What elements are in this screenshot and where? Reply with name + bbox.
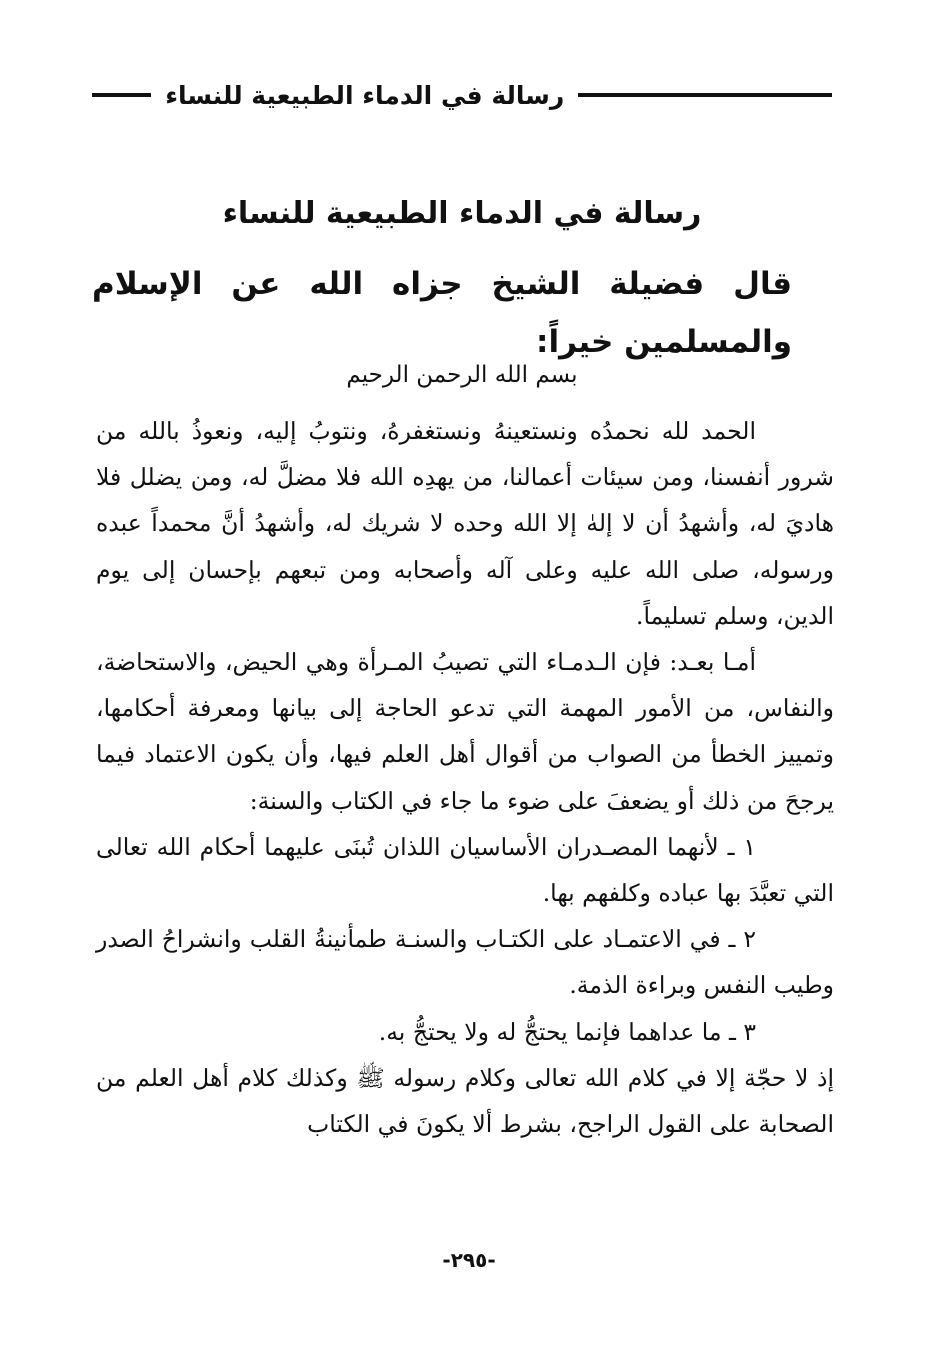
intro-text: قال فضيلة الشيخ جزاه الله عن الإسلام والمسلمين خيراً: — [92, 266, 792, 360]
body-text — [96, 408, 834, 1147]
paragraph-point-3: ٣ ـ ما عداهما فإنما يحتجُّ له ولا يحتجُّ به. — [378, 1017, 756, 1046]
paragraph-praise: الحمد لله نحمدُه ونستعينهُ ونستغفرهُ، ونتوبُ إليه، ونعوذُ بالله من شرور أنفسنا، ومن سيئات أعمالنا، من يهدِه الله فلا مضلَّ له، ومن يضلل فلا هاديَ له، وأشهدُ أن لا إلهٰ إلا الله وحده لا شريك له، وأشهدُ أنَّ محمداً عبده ورسوله، صلى الله عليه وعلى آله وأصحابه ومن تبعهم بإحسان إلى يوم الدين، وسلم تسليماً. — [96, 417, 834, 630]
paragraph-amma-bad: أمـا بعـد: فإن الـدمـاء التي تصيبُ المـرأة وهي الحيض، والاستحاضة، والنفاس، من الأمور المهمة التي تدعو الحاجة إلى بيانها ومعرفة أحكامها، وتمييز الخطأ من الصواب من أقوال أهل العلم فيها، وأن يكون الاعتماد فيما يرجحَ من ذلك أو يضعفَ على ضوء ما جاء في الكتاب والسنة: — [96, 648, 834, 815]
page-number: -٢٩٥- — [442, 1248, 496, 1272]
chapter-title: رسالة في الدماء الطبيعية للنساء — [222, 196, 702, 231]
running-header — [92, 70, 832, 120]
intro-line — [92, 255, 832, 371]
paragraph-point-2: ٢ ـ في الاعتمـاد على الكتـاب والسنـة طمأنينةُ القلب وانشراحُ الصدر وطيب النفس وبراءة الذمة. — [96, 925, 834, 1000]
header-rule-left — [92, 93, 151, 97]
running-header-title: رسالة في الدماء الطبيعية للنساء — [165, 80, 565, 110]
paragraph-point-1: ١ ـ لأنهما المصـدران الأساسيان اللذان تُبنَى عليهما أحكام الله تعالى التي تعبَّدَ بها عباده وكلفهم بها. — [96, 832, 834, 908]
paragraph-hujja: إذ لا حجّة إلا في كلام الله تعالى وكلام رسوله ﷺ وكذلك كلام أهل العلم من الصحابة على القول الراجح، بشرط ألا يكونَ في الكتاب — [96, 1063, 834, 1139]
header-rule-right — [578, 93, 832, 97]
basmala: بسم الله الرحمن الرحيم — [346, 362, 578, 388]
